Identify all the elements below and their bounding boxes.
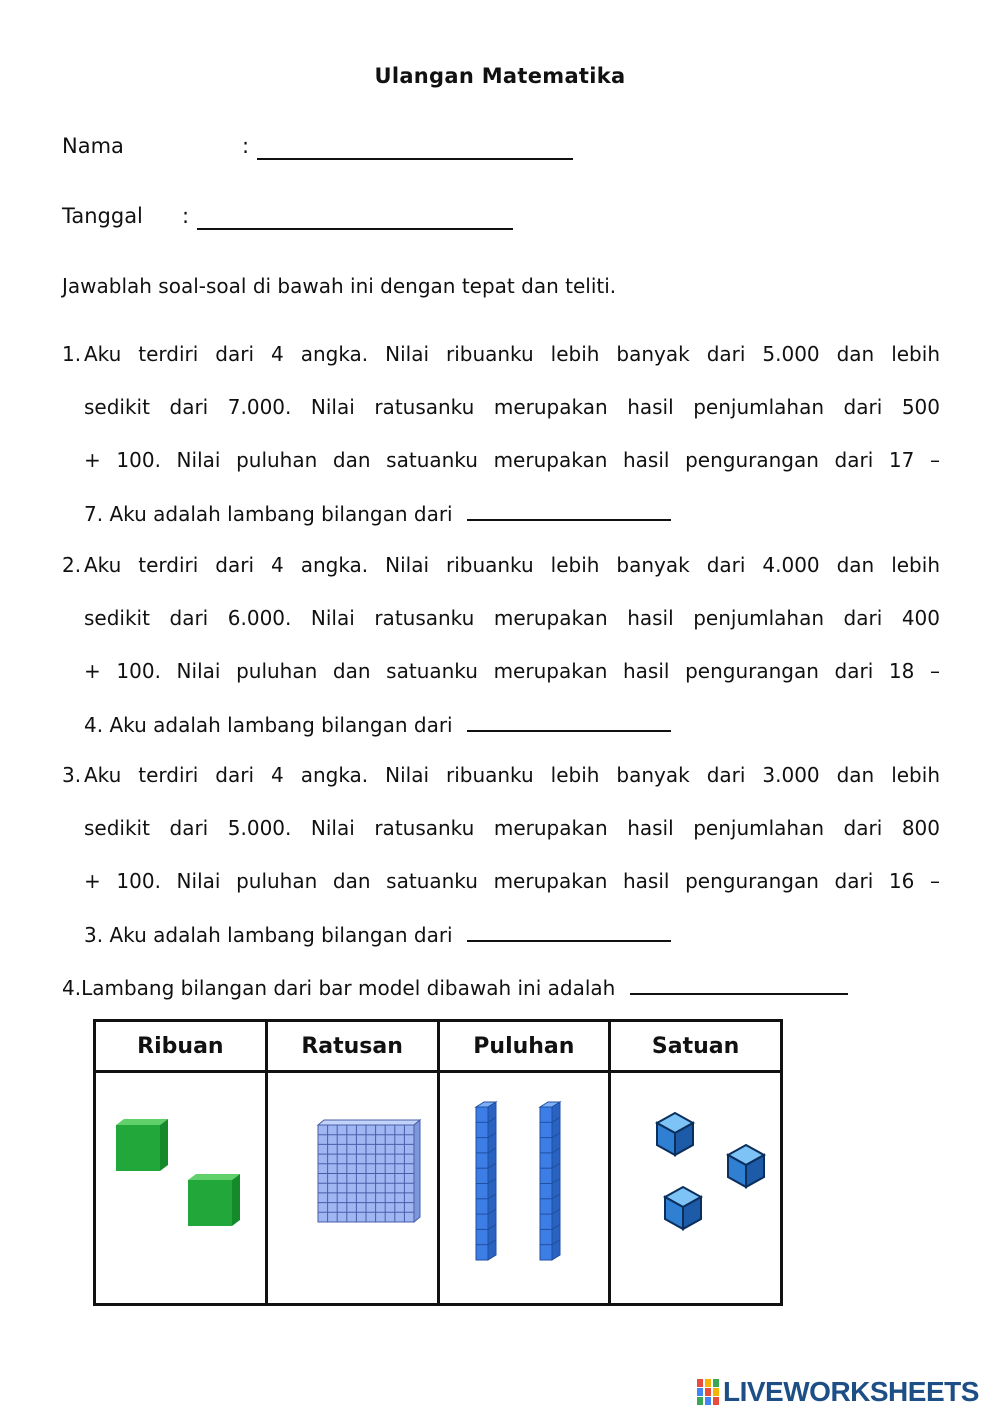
header-satuan: Satuan: [610, 1021, 782, 1072]
question-line: sedikit dari 5.000. Nilai ratusanku merupakan hasil penjumlahan dari 800: [84, 816, 940, 840]
question-4: [62, 975, 848, 1000]
answer-blank[interactable]: [630, 975, 848, 995]
question-line: Aku terdiri dari 4 angka. Nilai ribuanku lebih banyak dari 5.000 dan lebih: [84, 342, 940, 366]
cell-satuan: [610, 1072, 782, 1305]
question-line: Aku terdiri dari 4 angka. Nilai ribuanku lebih banyak dari 4.000 dan lebih: [84, 553, 940, 577]
liveworksheets-logo-icon: [697, 1379, 719, 1405]
question-number: 2.: [62, 553, 82, 577]
question-line: 3. Aku adalah lambang bilangan dari: [84, 923, 453, 947]
unit-cube: [665, 1187, 701, 1229]
question-line: sedikit dari 7.000. Nilai ratusanku merupakan hasil penjumlahan dari 500: [84, 395, 940, 419]
question-line: 4. Aku adalah lambang bilangan dari: [84, 713, 453, 737]
name-colon: :: [242, 134, 250, 158]
question-number: 4.: [62, 976, 82, 1000]
date-field: [62, 204, 190, 228]
thousand-cube: [116, 1119, 168, 1171]
question-number: 1.: [62, 342, 82, 366]
thousand-cube: [188, 1174, 240, 1226]
question-line: sedikit dari 6.000. Nilai ratusanku merupakan hasil penjumlahan dari 400: [84, 606, 940, 630]
answer-blank[interactable]: [467, 501, 671, 521]
satuan-cubes: [611, 1073, 780, 1301]
instruction-text: Jawablah soal-soal di bawah ini dengan tepat dan teliti.: [62, 274, 617, 298]
cell-ratusan: [266, 1072, 438, 1305]
liveworksheets-logo-text: LIVEWORKSHEETS: [723, 1376, 979, 1407]
ten-rod: [540, 1102, 560, 1260]
header-puluhan: Puluhan: [438, 1021, 610, 1072]
answer-blank[interactable]: [467, 712, 671, 732]
date-input-line[interactable]: [197, 206, 513, 230]
cell-ribuan: [95, 1072, 267, 1305]
puluhan-rods: [440, 1073, 609, 1301]
name-label: Nama: [62, 134, 124, 158]
question-line: Aku terdiri dari 4 angka. Nilai ribuanku lebih banyak dari 3.000 dan lebih: [84, 763, 940, 787]
liveworksheets-logo: [697, 1375, 979, 1409]
worksheet-title: Ulangan Matematika: [374, 64, 626, 88]
cell-puluhan: [438, 1072, 610, 1305]
question-line: 7. Aku adalah lambang bilangan dari: [84, 502, 453, 526]
header-ratusan: Ratusan: [266, 1021, 438, 1072]
question-line: + 100. Nilai puluhan dan satuanku merupakan hasil pengurangan dari 17 –: [84, 448, 940, 472]
ratusan-flat: [268, 1073, 437, 1301]
answer-blank[interactable]: [467, 922, 671, 942]
date-colon: :: [182, 204, 190, 228]
unit-cube: [728, 1145, 764, 1187]
name-input-line[interactable]: [257, 136, 573, 160]
header-ribuan: Ribuan: [95, 1021, 267, 1072]
question-number: 3.: [62, 763, 82, 787]
ribuan-blocks: [96, 1073, 265, 1301]
bar-model-table: [93, 1019, 783, 1306]
ten-rod: [476, 1102, 496, 1260]
question-line: + 100. Nilai puluhan dan satuanku merupakan hasil pengurangan dari 16 –: [84, 869, 940, 893]
question-line: + 100. Nilai puluhan dan satuanku merupakan hasil pengurangan dari 18 –: [84, 659, 940, 683]
question-4-text: Lambang bilangan dari bar model dibawah ini adalah: [81, 976, 616, 1000]
name-field: [62, 134, 250, 158]
date-label: Tanggal: [62, 204, 143, 228]
unit-cube: [657, 1113, 693, 1155]
